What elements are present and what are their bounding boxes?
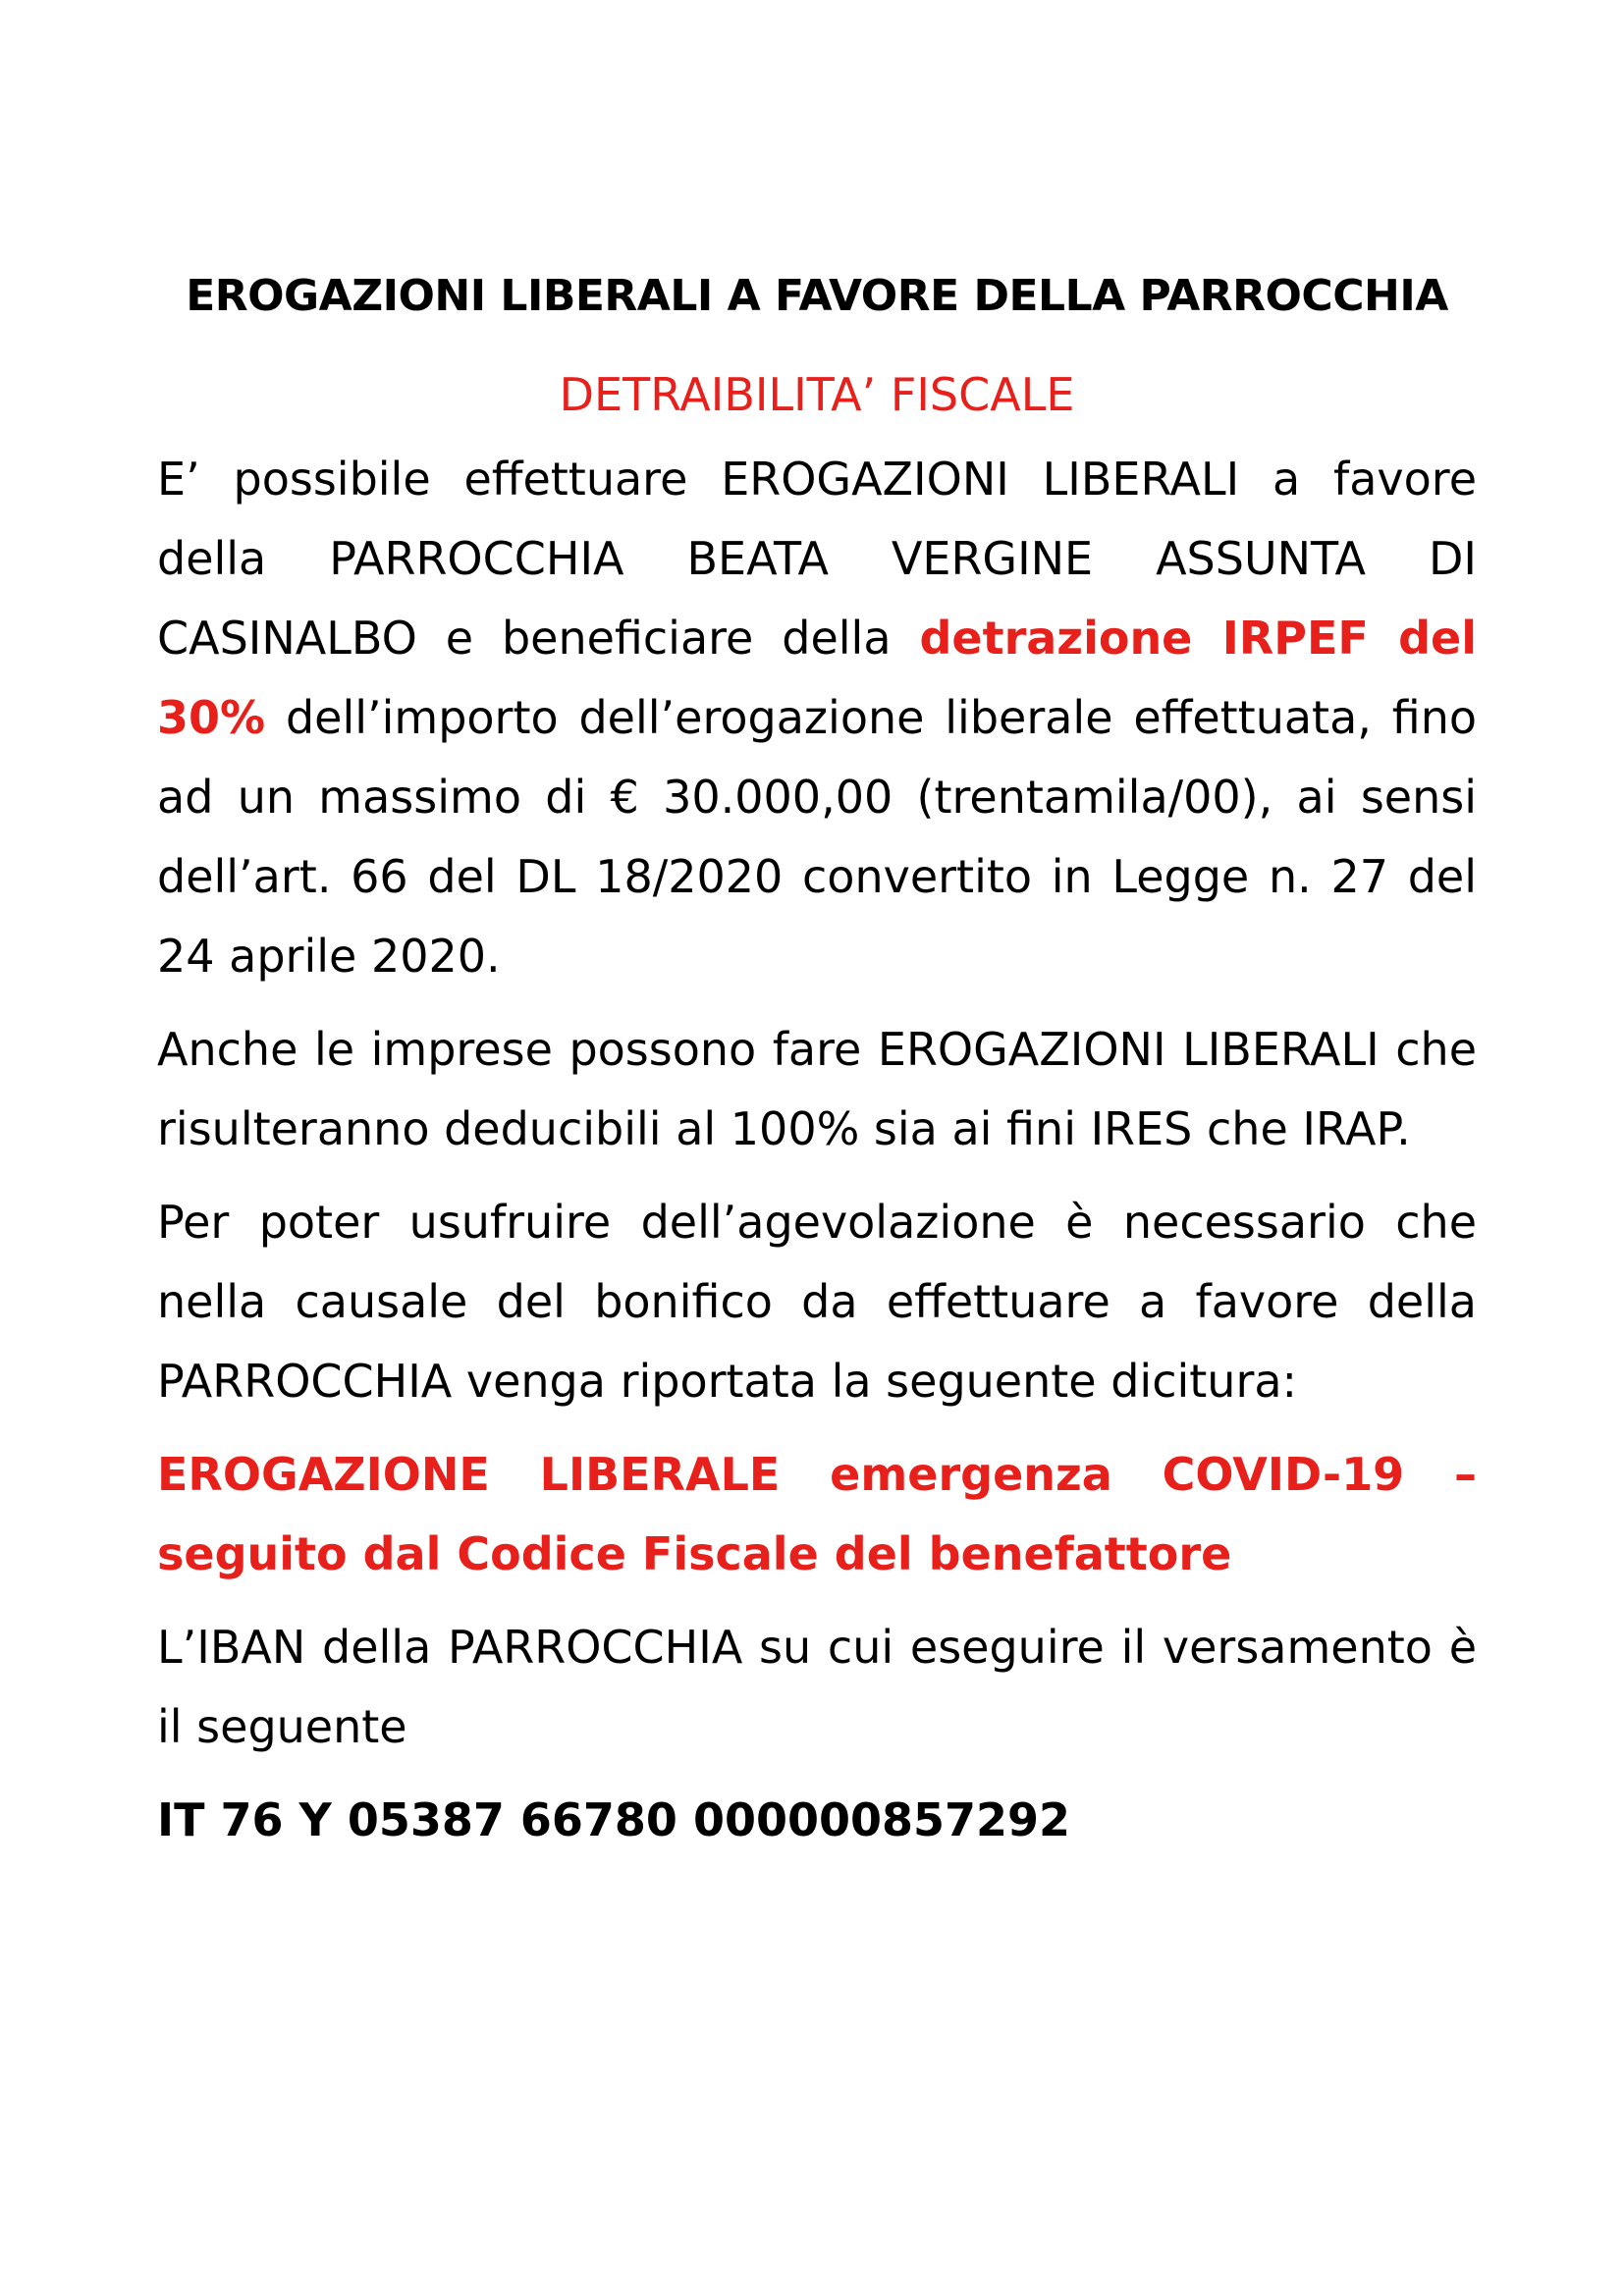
document-page: [157, 265, 1477, 1860]
paragraph-requirements: Per poter usufruire dell’agevolazione è necessario che nella causale del bonifico da effettuare a favore della PARROCCHIA venga riportata la seguente dicitura:: [157, 1196, 1477, 1408]
paragraph-detraction-part1: E’ possibile effettuare EROGAZIONI LIBERALI a favore della PARROCCHIA BEATA VERGINE ASSUNTA DI CASINALBO e beneficiare della: [157, 453, 1477, 665]
document-title: EROGAZIONI LIBERALI A FAVORE DELLA PARROCCHIA: [186, 271, 1448, 321]
paragraph-detraction: [157, 440, 1477, 996]
paragraph-companies: Anche le imprese possono fare EROGAZIONI LIBERALI che risulteranno deducibili al 100% sia ai fini IRES che IRAP.: [157, 1023, 1477, 1155]
irpef-highlight: detrazione IRPEF del 30%: [157, 612, 1478, 744]
paragraph-iban-intro: L’IBAN della PARROCCHIA su cui eseguire il versamento è il seguente: [157, 1621, 1477, 1753]
iban-code: IT 76 Y 05387 66780 000000857292: [157, 1793, 1071, 1846]
causale-text: EROGAZIONE LIBERALE emergenza COVID-19 – seguito dal Codice Fiscale del benefattore: [157, 1448, 1477, 1580]
document-subtitle: DETRAIBILITA’ FISCALE: [559, 368, 1075, 421]
paragraph-detraction-part2: dell’importo dell’erogazione liberale effettuata, fino ad un massimo di € 30.000,00 (trentamila/00), ai sensi dell’art. 66 del DL 18/2020 convertito in Legge n. 27 del 24 aprile 2020.: [157, 691, 1477, 983]
